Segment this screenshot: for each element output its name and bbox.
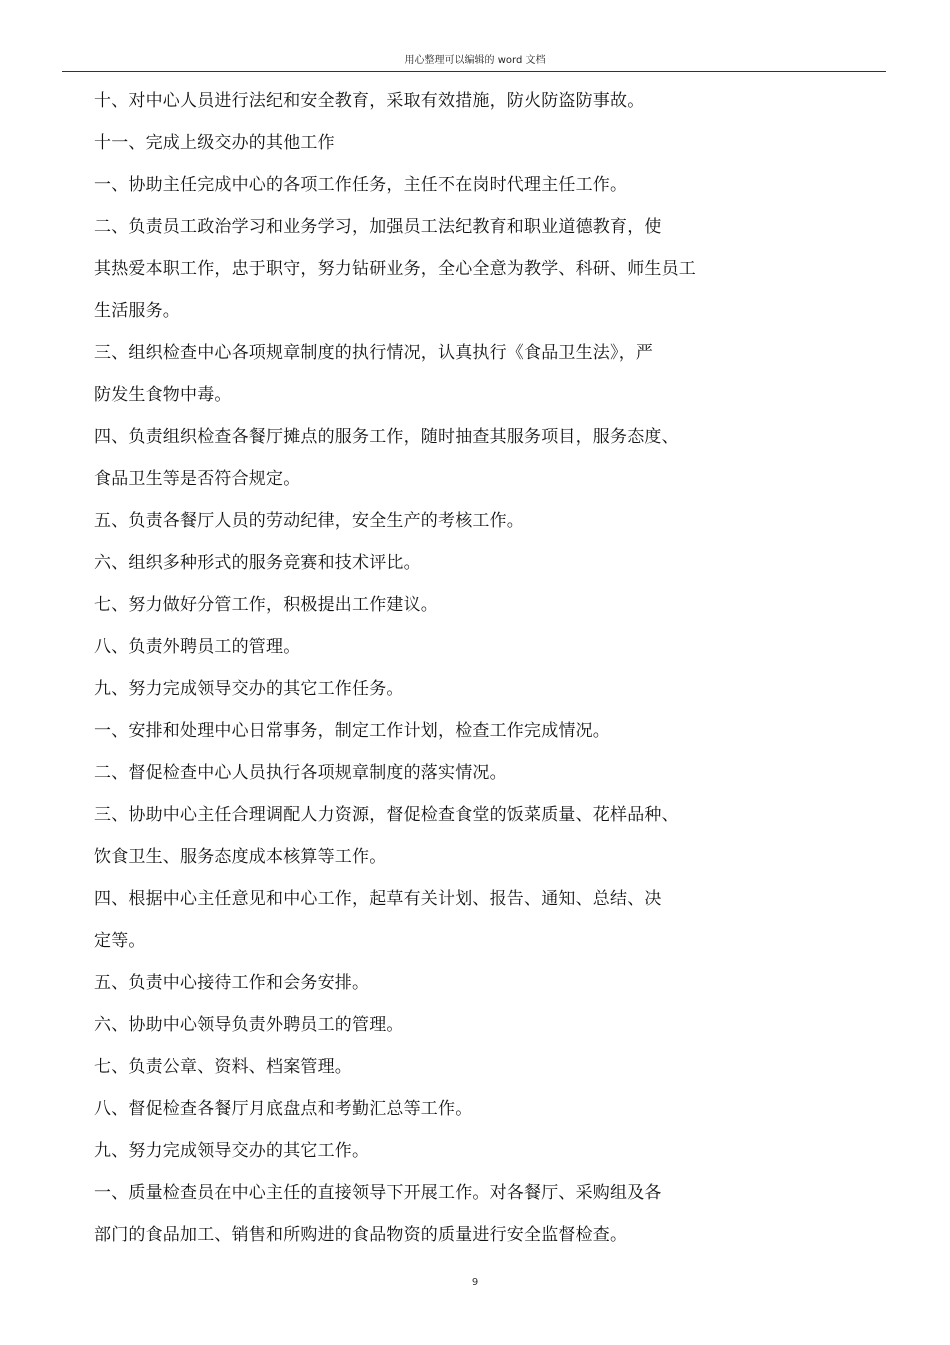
text-line: 三、组织检查中心各项规章制度的执行情况，认真执行《食品卫生法》，严 xyxy=(94,343,654,363)
text-line: 一、安排和处理中心日常事务，制定工作计划，检查工作完成情况。 xyxy=(94,721,610,741)
text-line: 六、协助中心领导负责外聘员工的管理。 xyxy=(94,1015,404,1035)
text-line: 七、努力做好分管工作，积极提出工作建议。 xyxy=(94,595,438,615)
text-line: 一、质量检查员在中心主任的直接领导下开展工作。对各餐厅、采购组及各 xyxy=(94,1183,662,1203)
page-number: 9 xyxy=(471,1277,479,1288)
page-header-text: 用心整理可以编辑的 word 文档 xyxy=(404,55,546,66)
text-line: 八、负责外聘员工的管理。 xyxy=(94,637,301,657)
text-line: 三、协助中心主任合理调配人力资源，督促检查食堂的饭菜质量、花样品种、 xyxy=(94,805,679,825)
text-line: 一、协助主任完成中心的各项工作任务，主任不在岗时代理主任工作。 xyxy=(94,175,628,195)
text-line: 十一、完成上级交办的其他工作 xyxy=(94,133,335,153)
text-line: 食品卫生等是否符合规定。 xyxy=(94,469,301,489)
text-line: 七、负责公章、资料、档案管理。 xyxy=(94,1057,352,1077)
header-divider xyxy=(62,71,886,72)
text-line: 五、负责各餐厅人员的劳动纪律，安全生产的考核工作。 xyxy=(94,511,524,531)
text-line: 四、根据中心主任意见和中心工作，起草有关计划、报告、通知、总结、决 xyxy=(94,889,662,909)
text-line: 六、组织多种形式的服务竞赛和技术评比。 xyxy=(94,553,421,573)
text-line: 其热爱本职工作，忠于职守，努力钻研业务，全心全意为教学、科研、师生员工 xyxy=(94,259,696,279)
text-line: 十、对中心人员进行法纪和安全教育，采取有效措施，防火防盗防事故。 xyxy=(94,91,645,111)
document-body xyxy=(94,86,834,1262)
text-line: 五、负责中心接待工作和会务安排。 xyxy=(94,973,370,993)
text-line: 九、努力完成领导交办的其它工作任务。 xyxy=(94,679,404,699)
text-line: 二、督促检查中心人员执行各项规章制度的落实情况。 xyxy=(94,763,507,783)
text-line: 定等。 xyxy=(94,931,146,951)
text-line: 九、努力完成领导交办的其它工作。 xyxy=(94,1141,370,1161)
text-line: 八、督促检查各餐厅月底盘点和考勤汇总等工作。 xyxy=(94,1099,473,1119)
text-line: 四、负责组织检查各餐厅摊点的服务工作，随时抽查其服务项目，服务态度、 xyxy=(94,427,679,447)
text-line: 生活服务。 xyxy=(94,301,180,321)
text-line: 二、负责员工政治学习和业务学习，加强员工法纪教育和职业道德教育，使 xyxy=(94,217,662,237)
text-line: 部门的食品加工、销售和所购进的食品物资的质量进行安全监督检查。 xyxy=(94,1225,628,1245)
text-line: 饮食卫生、服务态度成本核算等工作。 xyxy=(94,847,387,867)
text-line: 防发生食物中毒。 xyxy=(94,385,232,405)
